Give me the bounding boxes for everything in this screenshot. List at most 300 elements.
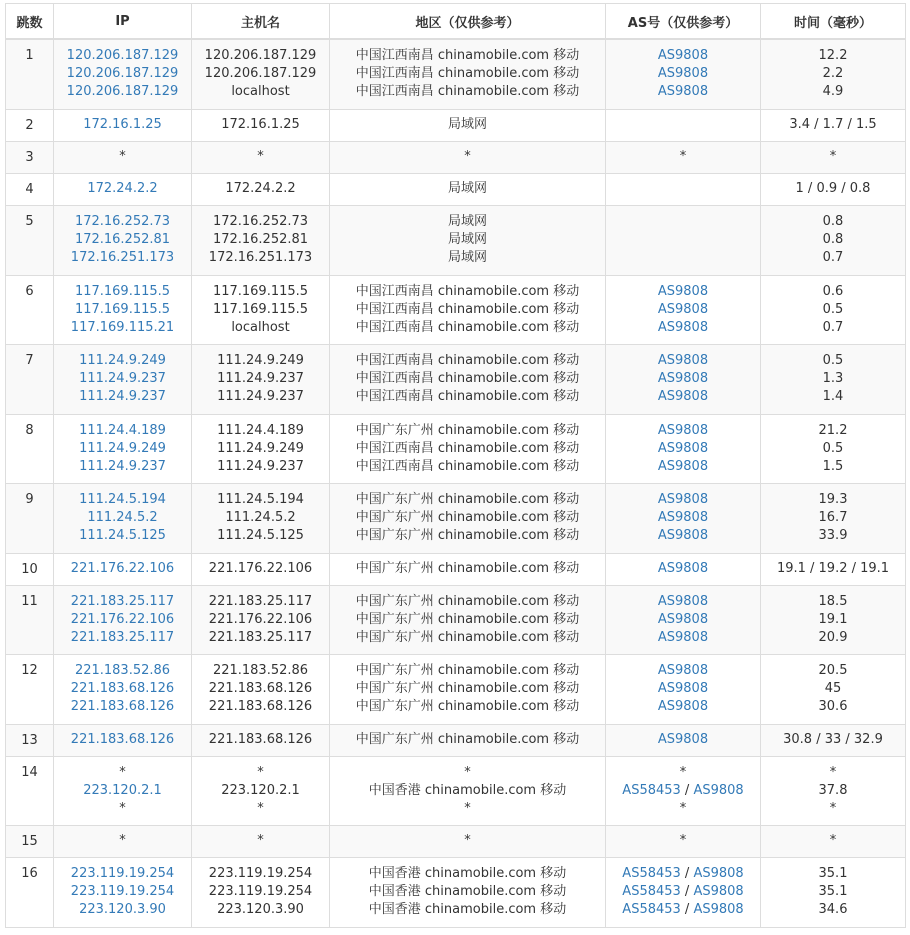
asn-link[interactable]: AS9808: [657, 440, 709, 456]
asn-line: [606, 832, 760, 850]
asn-cell: [606, 39, 761, 109]
asn-cell: [606, 553, 761, 585]
asn-link[interactable]: AS9808: [657, 389, 709, 404]
hop-number: 1: [25, 48, 34, 63]
ip-link[interactable]: 120.206.187.129: [66, 66, 179, 82]
ip-timeout: *: [119, 149, 126, 164]
asn-cell: [606, 654, 761, 724]
table-row: [6, 205, 906, 275]
ip-link[interactable]: 111.24.5.125: [79, 528, 166, 543]
region-text: 中国江西南昌 chinamobile.com 移动: [355, 371, 580, 386]
ip-cell: [54, 654, 192, 724]
region-text: 中国江西南昌 chinamobile.com 移动: [355, 66, 580, 82]
asn-cell: [606, 825, 761, 857]
region-text: 中国江西南昌 chinamobile.com 移动: [355, 319, 580, 335]
asn-link[interactable]: AS9808: [657, 681, 709, 696]
asn-link[interactable]: AS9808: [657, 663, 709, 678]
asn-link[interactable]: AS9808: [657, 611, 709, 627]
asn-line: [606, 116, 760, 134]
time-text: 0.8: [822, 214, 844, 229]
ip-cell: [54, 205, 192, 275]
ip-link[interactable]: 223.119.19.254: [70, 884, 175, 899]
ip-cell: [54, 857, 192, 927]
hop-number: 3: [25, 149, 34, 165]
time-text: 0.8: [822, 232, 844, 247]
time-text: 20.9: [818, 629, 848, 645]
region-cell: [330, 39, 606, 109]
region-text: *: [464, 149, 471, 164]
asn-cell: [606, 585, 761, 654]
time-text: *: [829, 833, 837, 848]
ip-link[interactable]: 221.183.68.126: [70, 732, 175, 747]
table-body: [6, 39, 906, 927]
hostname-text: 172.16.252.81: [212, 232, 309, 247]
time-cell: [761, 756, 906, 825]
time-text: 1.4: [822, 389, 844, 404]
asn-cell: [606, 109, 761, 141]
time-cell: [761, 825, 906, 857]
region-cell: [330, 724, 606, 756]
asn-line: [606, 231, 760, 249]
time-cell: [761, 857, 906, 927]
header-ip: IP: [54, 4, 192, 40]
ip-cell: [54, 173, 192, 205]
time-text: 2.2: [822, 66, 844, 82]
asn-line: [606, 213, 760, 231]
asn-cell: [606, 173, 761, 205]
asn-line: [606, 782, 760, 800]
ip-link[interactable]: 117.169.115.21: [70, 319, 175, 335]
hostname-text: 221.183.68.126: [208, 681, 313, 696]
time-text: 34.6: [818, 902, 848, 917]
ip-cell: [54, 553, 192, 585]
time-text: 3.4 / 1.7 / 1.5: [789, 117, 877, 132]
table-row: [6, 585, 906, 654]
hostname-text: 221.183.25.117: [208, 593, 313, 609]
table-row: [6, 141, 906, 173]
ip-cell: [54, 141, 192, 173]
hostname-cell: [192, 141, 330, 173]
hostname-text: localhost: [231, 319, 290, 335]
ip-link[interactable]: 172.16.252.73: [74, 214, 171, 229]
region-text: 中国江西南昌 chinamobile.com 移动: [355, 48, 580, 64]
time-text: 0.5: [822, 301, 844, 317]
asn-line: [606, 83, 760, 101]
asn-line: [606, 370, 760, 388]
region-text: 中国广东广州 chinamobile.com 移动: [355, 732, 580, 747]
ip-link[interactable]: 111.24.9.249: [79, 353, 166, 368]
hostname-cell: [192, 39, 330, 109]
hostname-cell: [192, 275, 330, 344]
ip-link[interactable]: 221.183.68.126: [70, 699, 175, 714]
hostname-cell: [192, 724, 330, 756]
time-text: 19.1 / 19.2 / 19.1: [776, 561, 890, 576]
hostname-text: 120.206.187.129: [204, 48, 317, 64]
table-row: [6, 483, 906, 553]
hop-number: 10: [21, 561, 38, 577]
ip-link[interactable]: 120.206.187.129: [66, 84, 179, 100]
region-cell: [330, 756, 606, 825]
header-row: [6, 4, 906, 40]
asn-link[interactable]: AS9808: [657, 283, 709, 299]
hostname-text: localhost: [231, 84, 290, 100]
ip-link[interactable]: 111.24.9.237: [79, 458, 166, 474]
hostname-text: 111.24.9.249: [217, 440, 304, 456]
asn-link[interactable]: AS58453: [622, 884, 681, 899]
ip-link[interactable]: 111.24.4.189: [79, 422, 166, 438]
asn-link[interactable]: AS9808: [693, 866, 744, 881]
ip-cell: [54, 344, 192, 414]
asn-line: [606, 698, 760, 716]
time-text: 1.3: [822, 371, 844, 386]
region-cell: [330, 553, 606, 585]
asn-line: [606, 764, 760, 782]
asn-line: [606, 283, 760, 301]
asn-link[interactable]: AS9808: [693, 782, 744, 798]
hostname-cell: [192, 553, 330, 585]
hop-cell: [6, 39, 54, 109]
region-text: 中国江西南昌 chinamobile.com 移动: [355, 458, 580, 474]
region-text: 中国广东广州 chinamobile.com 移动: [355, 561, 580, 576]
hostname-text: 117.169.115.5: [212, 301, 309, 317]
asn-link[interactable]: AS9808: [657, 48, 709, 64]
asn-link[interactable]: AS58453: [622, 866, 681, 881]
asn-link[interactable]: AS9808: [657, 422, 709, 438]
region-text: 中国广东广州 chinamobile.com 移动: [355, 611, 580, 627]
region-text: 中国广东广州 chinamobile.com 移动: [355, 681, 580, 696]
asn-timeout: *: [679, 800, 687, 816]
asn-timeout: *: [679, 833, 687, 848]
time-text: 21.2: [818, 422, 848, 438]
ip-cell: [54, 756, 192, 825]
asn-link[interactable]: AS9808: [657, 353, 709, 368]
region-text: *: [464, 764, 471, 780]
asn-line: [606, 629, 760, 647]
hostname-text: 223.119.19.254: [208, 884, 313, 899]
hostname-cell: [192, 344, 330, 414]
hostname-text: 223.119.19.254: [208, 866, 313, 881]
region-text: 中国广东广州 chinamobile.com 移动: [355, 492, 580, 507]
asn-link[interactable]: AS9808: [657, 371, 709, 386]
time-text: 0.5: [822, 353, 844, 368]
region-text: 局域网: [447, 117, 487, 132]
asn-line: [606, 440, 760, 458]
table-row: [6, 553, 906, 585]
hostname-cell: [192, 483, 330, 553]
table-row: [6, 825, 906, 857]
time-text: *: [829, 149, 837, 164]
asn-line: [606, 148, 760, 166]
asn-line: [606, 65, 760, 83]
asn-line: [606, 458, 760, 476]
hostname-text: 120.206.187.129: [204, 66, 317, 82]
asn-separator: /: [680, 902, 694, 917]
asn-cell: [606, 724, 761, 756]
region-text: 中国广东广州 chinamobile.com 移动: [355, 699, 580, 714]
table-row: [6, 109, 906, 141]
region-text: 中国江西南昌 chinamobile.com 移动: [355, 283, 580, 299]
time-cell: [761, 275, 906, 344]
header-asn: AS号（仅供参考）: [606, 4, 761, 40]
time-text: 0.6: [822, 283, 844, 299]
ip-link[interactable]: 221.176.22.106: [70, 561, 175, 576]
asn-line: [606, 865, 760, 883]
ip-link[interactable]: 223.119.19.254: [70, 866, 175, 881]
hostname-text: 221.183.68.126: [208, 699, 313, 714]
table-row: [6, 344, 906, 414]
table-row: [6, 414, 906, 483]
region-cell: [330, 585, 606, 654]
hostname-cell: [192, 825, 330, 857]
hostname-text: 221.176.22.106: [208, 561, 313, 576]
time-cell: [761, 585, 906, 654]
region-cell: [330, 205, 606, 275]
asn-link[interactable]: AS9808: [657, 732, 709, 747]
time-cell: [761, 414, 906, 483]
hop-cell: [6, 109, 54, 141]
hostname-text: 111.24.9.249: [217, 353, 304, 368]
time-text: 19.3: [818, 492, 848, 507]
hostname-text: 172.24.2.2: [225, 181, 296, 196]
time-cell: [761, 553, 906, 585]
asn-link[interactable]: AS9808: [657, 492, 709, 507]
hostname-text: 111.24.9.237: [217, 389, 304, 404]
hostname-text: *: [257, 833, 264, 848]
ip-link[interactable]: 172.16.1.25: [83, 117, 162, 132]
asn-separator: /: [680, 866, 694, 881]
asn-cell: [606, 141, 761, 173]
region-text: 中国广东广州 chinamobile.com 移动: [355, 629, 580, 645]
ip-cell: [54, 39, 192, 109]
asn-link[interactable]: AS9808: [657, 629, 709, 645]
time-text: 33.9: [818, 528, 848, 543]
header-hostname: 主机名: [192, 4, 330, 40]
hostname-text: 223.120.2.1: [221, 782, 300, 798]
hop-cell: [6, 414, 54, 483]
hostname-cell: [192, 756, 330, 825]
asn-link[interactable]: AS9808: [657, 301, 709, 317]
region-text: 中国江西南昌 chinamobile.com 移动: [355, 440, 580, 456]
hop-cell: [6, 141, 54, 173]
ip-link[interactable]: 117.169.115.5: [74, 301, 171, 317]
ip-link[interactable]: 221.176.22.106: [70, 611, 175, 627]
asn-link[interactable]: AS9808: [657, 458, 709, 474]
ip-timeout: *: [119, 800, 126, 816]
region-cell: [330, 275, 606, 344]
ip-link[interactable]: 172.16.252.81: [74, 232, 171, 247]
asn-link[interactable]: AS9808: [657, 66, 709, 82]
asn-link[interactable]: AS9808: [657, 84, 709, 100]
ip-timeout: *: [119, 833, 126, 848]
hostname-text: 111.24.4.189: [217, 422, 304, 438]
time-cell: [761, 39, 906, 109]
hostname-text: 221.183.52.86: [212, 663, 309, 678]
hop-number: 6: [25, 283, 34, 299]
hop-number: 12: [21, 662, 38, 678]
asn-cell: [606, 756, 761, 825]
region-text: 局域网: [447, 181, 487, 196]
hostname-text: 172.16.252.73: [212, 214, 309, 229]
region-cell: [330, 173, 606, 205]
time-cell: [761, 205, 906, 275]
ip-link[interactable]: 172.24.2.2: [87, 181, 158, 196]
hop-number: 11: [21, 593, 38, 609]
region-text: 中国广东广州 chinamobile.com 移动: [355, 663, 580, 678]
asn-cell: [606, 275, 761, 344]
ip-link[interactable]: 111.24.5.194: [79, 492, 166, 507]
ip-cell: [54, 825, 192, 857]
table-row: [6, 756, 906, 825]
time-cell: [761, 724, 906, 756]
time-cell: [761, 654, 906, 724]
region-text: 中国广东广州 chinamobile.com 移动: [355, 593, 580, 609]
region-text: 局域网: [447, 250, 487, 265]
asn-line: [606, 509, 760, 527]
time-text: 45: [824, 681, 842, 696]
asn-link[interactable]: AS9808: [657, 593, 709, 609]
time-text: 16.7: [818, 510, 848, 525]
asn-link[interactable]: AS9808: [657, 528, 709, 543]
time-text: 1 / 0.9 / 0.8: [795, 181, 871, 196]
hop-cell: [6, 857, 54, 927]
asn-link[interactable]: AS58453: [622, 902, 681, 917]
hostname-cell: [192, 414, 330, 483]
asn-cell: [606, 205, 761, 275]
asn-line: [606, 680, 760, 698]
ip-link[interactable]: 117.169.115.5: [74, 283, 171, 299]
region-cell: [330, 414, 606, 483]
region-text: *: [464, 800, 471, 816]
asn-line: [606, 388, 760, 406]
region-cell: [330, 825, 606, 857]
hop-cell: [6, 344, 54, 414]
hop-cell: [6, 553, 54, 585]
time-text: *: [829, 764, 837, 780]
ip-timeout: *: [119, 764, 126, 780]
asn-line: [606, 560, 760, 578]
time-text: 0.5: [822, 440, 844, 456]
header-region: 地区（仅供参考）: [330, 4, 606, 40]
time-text: 35.1: [818, 866, 848, 881]
hop-cell: [6, 756, 54, 825]
region-text: 中国江西南昌 chinamobile.com 移动: [355, 301, 580, 317]
table-row: [6, 724, 906, 756]
ip-link[interactable]: 111.24.9.237: [79, 389, 166, 404]
hop-number: 16: [21, 865, 38, 881]
ip-link[interactable]: 223.120.2.1: [83, 782, 162, 798]
ip-link[interactable]: 111.24.9.237: [79, 371, 166, 386]
time-text: 0.7: [822, 319, 844, 335]
asn-link[interactable]: AS9808: [657, 561, 709, 576]
ip-link[interactable]: 221.183.25.117: [70, 629, 175, 645]
time-text: 1.5: [822, 458, 844, 474]
time-cell: [761, 173, 906, 205]
asn-cell: [606, 857, 761, 927]
header-hop: 跳数: [6, 4, 54, 40]
asn-link[interactable]: AS9808: [693, 902, 744, 917]
time-cell: [761, 483, 906, 553]
ip-cell: [54, 109, 192, 141]
time-cell: [761, 344, 906, 414]
hop-cell: [6, 483, 54, 553]
hostname-cell: [192, 585, 330, 654]
hop-cell: [6, 205, 54, 275]
hostname-text: 111.24.9.237: [217, 371, 304, 386]
ip-link[interactable]: 120.206.187.129: [66, 48, 179, 64]
ip-cell: [54, 585, 192, 654]
asn-line: [606, 422, 760, 440]
asn-link[interactable]: AS9808: [657, 510, 709, 525]
asn-line: [606, 527, 760, 545]
hostname-text: 111.24.5.194: [217, 492, 304, 507]
region-text: 中国江西南昌 chinamobile.com 移动: [355, 353, 580, 368]
ip-link[interactable]: 223.120.3.90: [79, 902, 166, 917]
ip-link[interactable]: 221.183.68.126: [70, 681, 175, 696]
traceroute-table: [5, 3, 906, 928]
time-text: 37.8: [818, 782, 848, 798]
region-text: 中国广东广州 chinamobile.com 移动: [355, 422, 580, 438]
ip-link[interactable]: 221.183.25.117: [70, 593, 175, 609]
region-cell: [330, 483, 606, 553]
hostname-text: 111.24.9.237: [217, 458, 304, 474]
ip-link[interactable]: 111.24.5.2: [87, 510, 158, 525]
hop-number: 14: [21, 764, 38, 780]
ip-link[interactable]: 172.16.251.173: [70, 250, 175, 265]
region-text: *: [464, 833, 471, 848]
asn-link[interactable]: AS9808: [693, 884, 744, 899]
region-text: 局域网: [447, 232, 487, 247]
time-text: 0.7: [822, 250, 844, 265]
asn-cell: [606, 483, 761, 553]
asn-link[interactable]: AS9808: [657, 319, 709, 335]
asn-line: [606, 593, 760, 611]
asn-line: [606, 301, 760, 319]
time-cell: [761, 109, 906, 141]
asn-link[interactable]: AS58453: [622, 782, 681, 798]
hop-cell: [6, 654, 54, 724]
hop-cell: [6, 585, 54, 654]
header-time: 时间（毫秒）: [761, 4, 906, 40]
table-row: [6, 275, 906, 344]
ip-cell: [54, 483, 192, 553]
hop-cell: [6, 825, 54, 857]
hostname-text: 111.24.5.125: [217, 528, 304, 543]
time-text: 30.6: [818, 699, 848, 714]
asn-line: [606, 180, 760, 198]
hop-number: 5: [25, 213, 34, 229]
asn-link[interactable]: AS9808: [657, 699, 709, 714]
ip-link[interactable]: 221.183.52.86: [74, 663, 171, 678]
hostname-text: 221.183.25.117: [208, 629, 313, 645]
hostname-cell: [192, 109, 330, 141]
asn-line: [606, 800, 760, 818]
asn-timeout: *: [679, 149, 687, 164]
hop-cell: [6, 173, 54, 205]
region-cell: [330, 654, 606, 724]
hop-number: 13: [21, 732, 38, 748]
hostname-cell: [192, 654, 330, 724]
region-text: 局域网: [447, 214, 487, 229]
region-cell: [330, 344, 606, 414]
hostname-text: 221.183.68.126: [208, 732, 313, 747]
region-text: 中国香港 chinamobile.com 移动: [368, 866, 567, 881]
ip-link[interactable]: 111.24.9.249: [79, 440, 166, 456]
hop-number: 8: [25, 422, 34, 438]
hostname-cell: [192, 205, 330, 275]
asn-cell: [606, 414, 761, 483]
time-text: 35.1: [818, 884, 848, 899]
asn-line: [606, 47, 760, 65]
